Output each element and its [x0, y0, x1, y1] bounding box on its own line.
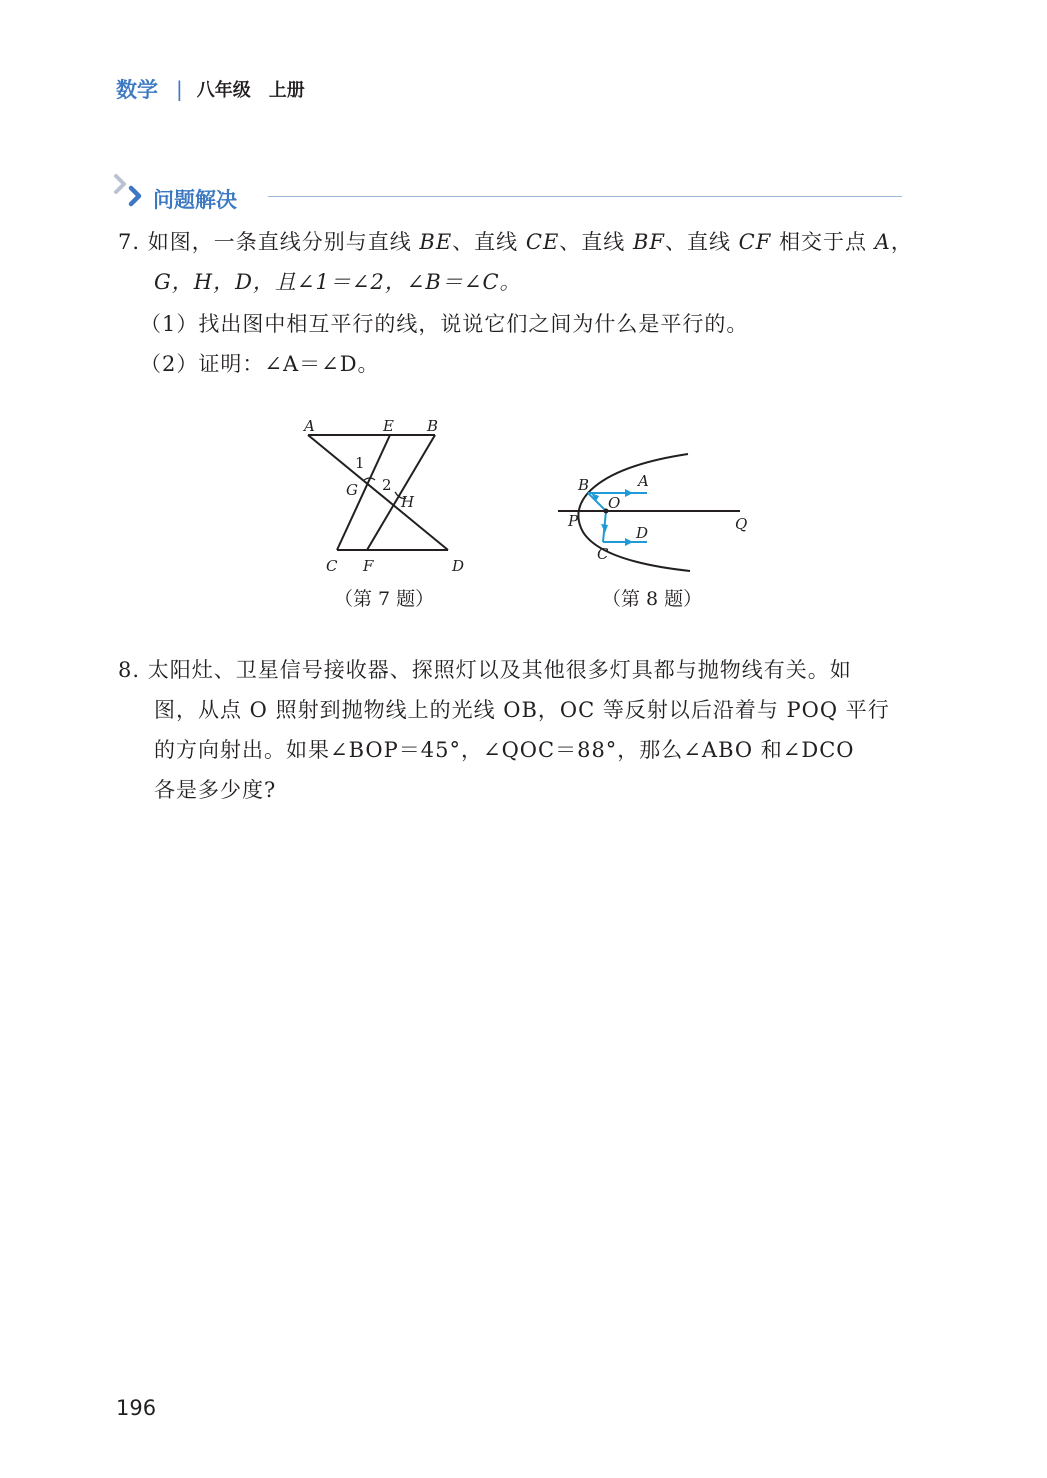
chevron-right-icon: [112, 172, 152, 212]
grade-label: 八年级: [196, 80, 251, 101]
q8-line2: 图，从点 O 照射到抛物线上的光线 OB，OC 等反射以后沿着与 POQ 平行: [154, 698, 890, 722]
fig7-label-1: 1: [355, 454, 365, 472]
fig7-label-F: F: [363, 557, 374, 575]
fig7-caption: （第 7 题）: [334, 588, 435, 610]
q7-text: 、直线: [452, 230, 526, 254]
section-title-bar: [112, 172, 902, 212]
q7-var: BE: [419, 230, 453, 254]
q7-var: CF: [738, 230, 772, 254]
q7-text: ，: [890, 230, 913, 254]
q7-part1: （1）找出图中相互平行的线，说说它们之间为什么是平行的。: [140, 312, 749, 336]
q7-text: 相交于点: [771, 230, 875, 254]
fig8-label-A: A: [638, 472, 649, 490]
q7-var: BF: [632, 230, 665, 254]
fig8-caption: （第 8 题）: [602, 588, 703, 610]
fig8-label-B: B: [578, 476, 590, 494]
q7-var: CE: [525, 230, 560, 254]
q8-line1: 8. 太阳灶、卫星信号接收器、探照灯以及其他很多灯具都与抛物线有关。如: [118, 658, 852, 682]
arrow-OC: [601, 524, 608, 533]
section-title: 问题解决: [153, 188, 237, 212]
q8-line3: 的方向射出。如果∠BOP＝45°，∠QOC＝88°，那么∠ABO 和∠DCO: [154, 738, 855, 762]
page-number: 196: [116, 1396, 157, 1420]
arrow-BA: [625, 489, 633, 497]
q8-line4: 各是多少度?: [154, 778, 277, 802]
q7-line2: G，H，D，且∠1＝∠2，∠B＝∠C。: [154, 270, 522, 294]
section-rule: [268, 196, 902, 197]
q7-var: A: [874, 230, 891, 254]
parabola: [578, 454, 690, 571]
fig7-label-H: H: [401, 493, 415, 511]
q7-text: 、直线: [559, 230, 633, 254]
subject-title: 数学: [116, 78, 158, 102]
q7-text: 如图，一条直线分别与直线: [147, 230, 420, 254]
figure-7: [290, 410, 490, 580]
fig7-label-D: D: [452, 557, 465, 575]
fig7-label-2: 2: [382, 476, 392, 494]
q7-number: 7: [118, 230, 133, 254]
fig8-label-O: O: [608, 494, 621, 512]
header-divider: |: [176, 77, 183, 101]
fig7-label-E: E: [383, 417, 394, 435]
fig7-label-G: G: [346, 481, 358, 499]
page-header: [116, 74, 305, 104]
fig7-label-A: A: [304, 417, 315, 435]
arrow-CD: [625, 538, 633, 546]
fig8-label-C: C: [597, 545, 609, 563]
q7-text: 、直线: [664, 230, 739, 254]
volume-label: 上册: [268, 80, 305, 101]
fig8-label-P: P: [568, 512, 579, 530]
fig7-label-C: C: [326, 557, 338, 575]
q8-text: 太阳灶、卫星信号接收器、探照灯以及其他很多灯具都与抛物线有关。如: [147, 658, 852, 682]
figure-8: [550, 440, 760, 580]
fig8-label-Q: Q: [735, 515, 748, 533]
q7-part2: （2）证明：∠A＝∠D。: [140, 352, 380, 376]
q7-line1: 7. 如图，一条直线分别与直线 BE、直线 CE、直线 BF、直线 CF 相交于点 A，: [118, 230, 913, 254]
q8-number: 8: [118, 658, 133, 682]
fig7-label-B: B: [427, 417, 439, 435]
fig8-label-D: D: [636, 524, 649, 542]
